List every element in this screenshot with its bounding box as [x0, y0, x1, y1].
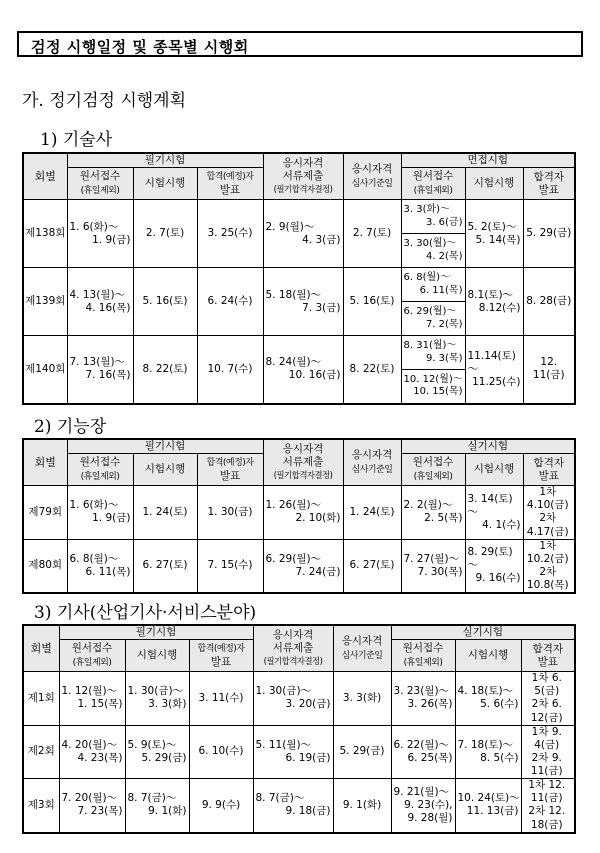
header-practical-exam: 시험시행 — [465, 454, 523, 486]
final-cell — [521, 779, 575, 833]
cell-line: 1. 9(금) — [92, 512, 131, 525]
cell-text: 5. 29(금) — [526, 227, 572, 240]
written-apply-cell — [59, 672, 125, 726]
written-exam-cell — [133, 336, 197, 404]
written-exam-cell — [133, 486, 197, 540]
round-cell — [23, 779, 59, 833]
cell-text: 제2회 — [27, 745, 55, 758]
cell-line: 6. 29(월)～ — [403, 306, 457, 318]
header-written-apply: 원서접수 (휴일제외) — [67, 168, 133, 200]
cell-text: 6. 10(수) — [198, 745, 244, 758]
written-apply-cell — [67, 200, 133, 268]
cell-line: 2차 6. 12(금) — [530, 698, 563, 724]
cell-line: 4. 3(금) — [302, 233, 341, 246]
cell-line: 8.12(수) — [478, 301, 521, 314]
review-date-cell — [343, 539, 401, 593]
cell-line: 7. 16(목) — [85, 369, 131, 382]
round-cell — [23, 336, 67, 404]
header-round: 회별 — [23, 439, 67, 486]
cell-text: 5. 16(토) — [142, 295, 188, 308]
cell-line: 4. 20(월)～ — [61, 738, 118, 751]
cell-line: 10. 12(월)～ — [403, 373, 463, 385]
cell-line: 4. 2(목) — [425, 250, 463, 262]
cell-text: 2. 7(토) — [145, 227, 185, 240]
cell-line: 2차 10.8(목) — [526, 565, 569, 591]
header-review-date: 응시자격 심사기준일 — [343, 153, 401, 200]
cell-line: 7. 2(목) — [425, 318, 463, 330]
round-cell — [23, 200, 67, 268]
header-practical-apply: 원서접수 (휴일제외) — [391, 640, 455, 672]
header-written-exam: 시험시행 — [125, 640, 189, 672]
cell-text: 5. 29(금) — [339, 745, 385, 758]
cell-line: 7. 30(목) — [417, 565, 463, 578]
subsection-1-heading: 1) 기술사 — [40, 130, 113, 150]
cell-line: 7. 20(월)～ — [61, 792, 118, 805]
written-apply-cell — [59, 725, 125, 779]
cell-line: 7. 27(월)～ — [403, 552, 460, 565]
cell-line: 2. 10(화) — [295, 512, 341, 525]
table-row — [23, 268, 575, 302]
review-date-cell — [343, 268, 401, 336]
interview-apply-cell-a — [401, 200, 465, 234]
cell-text: 8. 22(토) — [349, 362, 395, 375]
cell-line: 1. 15(목) — [77, 698, 123, 711]
header-interview-exam: 시험시행 — [465, 168, 523, 200]
cell-text: 제1회 — [27, 691, 55, 704]
header-qualification: 응시자격 서류제출 (필기합격자결정) — [263, 439, 343, 486]
interview-exam-cell — [465, 268, 523, 336]
qualification-cell — [263, 200, 343, 268]
section-heading: 가. 정기검정 시행계획 — [22, 91, 187, 111]
cell-line: 8.1(토)～ — [467, 288, 514, 301]
cell-line: 6. 29(월)～ — [265, 552, 322, 565]
cell-text: 1. 24(토) — [142, 505, 188, 518]
review-date-cell — [333, 779, 391, 833]
header-practical: 실기시험 — [391, 625, 575, 640]
written-pass-cell — [189, 779, 253, 833]
header-interview-apply: 원서접수 (휴일제외) — [401, 168, 465, 200]
qualification-cell — [253, 672, 333, 726]
qualification-cell — [263, 336, 343, 404]
interview-apply-cell-b — [401, 234, 465, 268]
cell-line: 3. 26(목) — [407, 698, 453, 711]
cell-line: 1차 12. 11(금) — [528, 779, 566, 805]
interview-exam-cell — [465, 336, 523, 404]
round-cell — [23, 486, 67, 540]
practical-apply-cell — [391, 725, 455, 779]
cell-text: 3. 3(화) — [342, 691, 382, 704]
cell-line: 3. 3(화) — [148, 698, 187, 711]
written-pass-cell — [197, 539, 263, 593]
cell-line: 6. 25(목) — [407, 751, 453, 764]
round-cell — [23, 539, 67, 593]
cell-line: 1차 4.10(금) — [526, 486, 569, 512]
written-apply-cell — [67, 336, 133, 404]
cell-text: 6. 27(토) — [349, 559, 395, 572]
cell-line: 1. 30(금)～ — [127, 685, 184, 698]
cell-line: 2차 9. 11(금) — [530, 751, 563, 777]
cell-line: 10. 24(토)～ — [457, 792, 520, 805]
header-final: 합격자 발표 — [523, 454, 575, 486]
cell-line: 1차 10.2(금) — [526, 539, 569, 565]
cell-line: 3. 3(화)～ — [403, 204, 451, 216]
cell-line: 1. 30(금)～ — [255, 685, 312, 698]
practical-apply-cell — [391, 672, 455, 726]
qualification-cell — [253, 725, 333, 779]
table-row — [23, 336, 575, 370]
cell-line: 4. 13(월)～ — [69, 288, 126, 301]
written-exam-cell — [133, 539, 197, 593]
cell-text: 12. 11(금) — [532, 356, 565, 382]
round-cell — [23, 725, 59, 779]
header-written: 필기시험 — [67, 439, 263, 454]
cell-line: 2. 2(월)～ — [403, 499, 453, 512]
table-row — [23, 486, 575, 540]
cell-line: 9. 28(월) — [407, 811, 453, 824]
cell-text: 8. 22(토) — [142, 362, 188, 375]
cell-text: 제79회 — [28, 505, 63, 518]
cell-line: 8. 7(금)～ — [255, 792, 305, 805]
cell-line: 10. 16(금) — [288, 369, 341, 382]
cell-line: 9. 16(수) — [475, 572, 521, 585]
header-practical: 실기시험 — [401, 439, 575, 454]
cell-text: 7. 15(수) — [207, 559, 253, 572]
practical-exam-cell — [455, 725, 521, 779]
cell-line: 4. 23(목) — [77, 751, 123, 764]
review-date-cell — [333, 725, 391, 779]
qualification-cell — [263, 539, 343, 593]
cell-text: 1. 24(토) — [349, 505, 395, 518]
header-review-date: 응시자격 심사기준일 — [343, 439, 401, 486]
cell-line: 9. 1(화) — [148, 805, 187, 818]
header-written-apply: 원서접수 (휴일제외) — [59, 640, 125, 672]
header-review-date: 응시자격 심사기준일 — [333, 625, 391, 672]
interview-apply-cell-a — [401, 268, 465, 302]
cell-text: 5. 16(토) — [349, 295, 395, 308]
written-pass-cell — [197, 200, 263, 268]
header-qualification: 응시자격 서류제출 (필기합격자결정) — [253, 625, 333, 672]
final-cell — [523, 268, 575, 336]
interview-apply-cell-b — [401, 370, 465, 404]
cell-line: 6. 8(월)～ — [403, 272, 451, 284]
header-interview: 면접시험 — [401, 153, 575, 168]
cell-line: 8. 7(금)～ — [127, 792, 177, 805]
header-written-pass: 합격(예정)자 발표 — [197, 168, 263, 200]
interview-apply-cell-a — [401, 336, 465, 370]
written-exam-cell — [125, 779, 189, 833]
written-apply-cell — [59, 779, 125, 833]
qualification-cell — [263, 486, 343, 540]
cell-line: 5. 18(월)～ — [265, 288, 322, 301]
cell-line: 11. 13(금) — [466, 805, 519, 818]
cell-line: 7. 3(금) — [302, 301, 341, 314]
header-written-pass: 합격(예정)자 발표 — [197, 454, 263, 486]
header-final: 합격자 발표 — [523, 168, 575, 200]
written-exam-cell — [133, 200, 197, 268]
practical-exam-cell — [455, 672, 521, 726]
engineer-industrial-schedule-table — [22, 624, 576, 834]
cell-line: 3. 6(금) — [425, 216, 463, 228]
header-practical-apply: 원서접수 (휴일제외) — [401, 454, 465, 486]
cell-line: 8. 24(월)～ — [265, 356, 322, 369]
cell-line: 1. 6(화)～ — [69, 499, 119, 512]
cell-text: 8. 28(금) — [526, 295, 572, 308]
cell-line: 5. 29(금) — [141, 751, 187, 764]
cell-line: 9. 18(금) — [285, 805, 331, 818]
cell-line: 8. 31(월)～ — [403, 340, 457, 352]
cell-line: 7. 18(토)～ — [457, 738, 514, 751]
round-cell — [23, 672, 59, 726]
cell-line: 5. 9(토)～ — [127, 738, 177, 751]
interview-exam-cell — [465, 200, 523, 268]
cell-line: 7. 13(월)～ — [69, 356, 126, 369]
subsection-3-heading: 3) 기사(산업기사·서비스분야) — [34, 603, 257, 623]
written-pass-cell — [197, 486, 263, 540]
practical-exam-cell — [465, 486, 523, 540]
review-date-cell — [343, 336, 401, 404]
cell-line: 8. 29(토)～ — [467, 546, 513, 572]
cell-line: 2. 9(월)～ — [265, 220, 315, 233]
final-cell — [523, 486, 575, 540]
cell-line: 3. 30(월)～ — [403, 238, 457, 250]
cell-line: 5. 6(수) — [480, 698, 519, 711]
cell-text: 9. 9(수) — [201, 798, 241, 811]
final-cell — [521, 672, 575, 726]
round-cell — [23, 268, 67, 336]
cell-line: 2차 12. 18(금) — [528, 805, 566, 831]
cell-line: 9. 21(월)～ — [393, 785, 450, 798]
cell-line: 4. 18(토)～ — [457, 685, 514, 698]
cell-line: 8. 5(수) — [480, 751, 519, 764]
table-row — [23, 779, 575, 833]
cell-text: 3. 25(수) — [207, 227, 253, 240]
written-pass-cell — [189, 725, 253, 779]
table-row — [23, 725, 575, 779]
table-row — [23, 539, 575, 593]
cell-line: 1. 6(화)～ — [69, 220, 119, 233]
cell-line: 5. 2(토)～ — [467, 220, 517, 233]
header-final: 합격자 발표 — [521, 640, 575, 672]
cell-line: 5. 14(목) — [475, 233, 521, 246]
subsection-2-heading: 2) 기능장 — [34, 417, 107, 437]
cell-line: 1. 26(월)～ — [265, 499, 322, 512]
cell-line: 4. 1(수) — [482, 518, 521, 531]
cell-text: 1. 30(금) — [207, 505, 253, 518]
cell-text: 제80회 — [28, 559, 63, 572]
header-practical-exam: 시험시행 — [455, 640, 521, 672]
master-craftsman-schedule-table — [22, 438, 576, 594]
final-cell — [523, 336, 575, 404]
cell-line: 5. 11(월)～ — [255, 738, 312, 751]
cell-line: 11.14(토)～ — [467, 349, 516, 375]
header-written: 필기시험 — [59, 625, 253, 640]
cell-line: 1. 12(월)～ — [61, 685, 118, 698]
review-date-cell — [333, 672, 391, 726]
written-exam-cell — [125, 725, 189, 779]
written-apply-cell — [67, 268, 133, 336]
cell-line: 6. 11(목) — [419, 284, 463, 296]
cell-text: 10. 7(수) — [207, 362, 253, 375]
cell-line: 4. 16(목) — [85, 301, 131, 314]
cell-line: 9. 3(목) — [425, 352, 463, 364]
cell-line: 1. 9(금) — [92, 233, 131, 246]
header-written-exam: 시험시행 — [133, 168, 197, 200]
cell-line: 3. 14(토)～ — [467, 492, 513, 518]
final-cell — [521, 725, 575, 779]
final-cell — [523, 200, 575, 268]
cell-line: 7. 24(금) — [295, 565, 341, 578]
review-date-cell — [343, 486, 401, 540]
cell-line: 7. 23(목) — [77, 805, 123, 818]
header-round: 회별 — [23, 625, 59, 672]
written-exam-cell — [125, 672, 189, 726]
practical-exam-cell — [455, 779, 521, 833]
written-apply-cell — [67, 486, 133, 540]
practical-apply-cell — [401, 486, 465, 540]
qualification-cell — [263, 268, 343, 336]
written-exam-cell — [133, 268, 197, 336]
table-row — [23, 672, 575, 726]
written-apply-cell — [67, 539, 133, 593]
cell-text: 3. 11(수) — [198, 691, 244, 704]
header-written-pass: 합격(예정)자 발표 — [189, 640, 253, 672]
cell-text: 제139회 — [25, 295, 66, 308]
engineer-schedule-table — [22, 152, 576, 405]
cell-text: 제138회 — [25, 227, 66, 240]
header-written-exam: 시험시행 — [133, 454, 197, 486]
cell-line: 6. 22(월)～ — [393, 738, 450, 751]
cell-line: 10. 15(목) — [413, 386, 463, 398]
cell-text: 제140회 — [25, 362, 66, 375]
interview-apply-cell-b — [401, 302, 465, 336]
cell-text: 제3회 — [27, 798, 55, 811]
cell-line: 1차 9. 4(금) — [531, 725, 562, 751]
cell-line: 3. 23(월)～ — [393, 685, 450, 698]
written-pass-cell — [189, 672, 253, 726]
review-date-cell — [343, 200, 401, 268]
cell-line: 2차 4.17(금) — [526, 512, 569, 538]
practical-apply-cell — [401, 539, 465, 593]
cell-line: 6. 8(월)～ — [69, 552, 119, 565]
cell-line: 11.25(수) — [472, 375, 521, 388]
table-row — [23, 200, 575, 234]
header-qualification: 응시자격 서류제출 (필기합격자결정) — [263, 153, 343, 200]
final-cell — [523, 539, 575, 593]
practical-apply-cell — [391, 779, 455, 833]
cell-line: 9. 23(수), — [404, 798, 453, 811]
cell-line: 2. 5(목) — [424, 512, 463, 525]
cell-line: 1차 6. 5(금) — [531, 672, 562, 698]
cell-line: 6. 11(목) — [85, 565, 131, 578]
cell-text: 6. 27(토) — [142, 559, 188, 572]
document-title: 검정 시행일정 및 종목별 시행회 — [17, 31, 583, 57]
written-pass-cell — [197, 268, 263, 336]
cell-text: 9. 1(화) — [342, 798, 382, 811]
cell-text: 6. 24(수) — [207, 295, 253, 308]
header-written-apply: 원서접수 (휴일제외) — [67, 454, 133, 486]
cell-text: 2. 7(토) — [352, 227, 392, 240]
qualification-cell — [253, 779, 333, 833]
header-round: 회별 — [23, 153, 67, 200]
written-pass-cell — [197, 336, 263, 404]
practical-exam-cell — [465, 539, 523, 593]
cell-line: 6. 19(금) — [285, 751, 331, 764]
header-written: 필기시험 — [67, 153, 263, 168]
cell-line: 3. 20(금) — [285, 698, 331, 711]
